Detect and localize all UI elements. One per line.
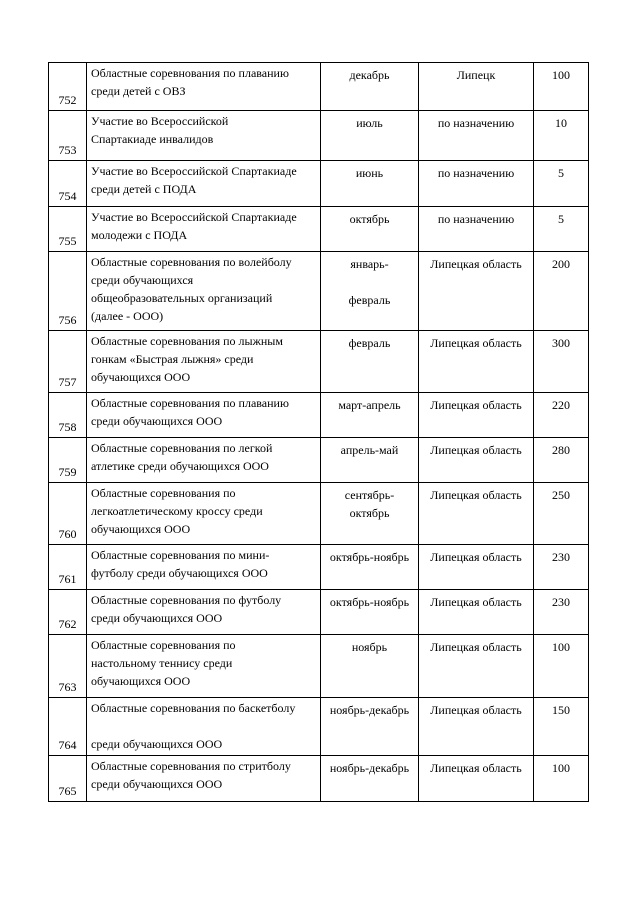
- event-location: Липецкая область: [419, 483, 534, 545]
- event-period: январь- февраль: [321, 252, 419, 331]
- participant-count: 230: [534, 545, 589, 590]
- event-location: Липецкая область: [419, 635, 534, 698]
- event-name: Областные соревнования по баскетболу среди обучающихся ООО: [87, 698, 321, 756]
- table-row: [49, 438, 589, 483]
- row-number: 752: [49, 63, 87, 111]
- row-number: 753: [49, 111, 87, 161]
- table-row: [49, 590, 589, 635]
- event-period: октябрь-ноябрь: [321, 590, 419, 635]
- table-row: [49, 635, 589, 698]
- row-number: 758: [49, 393, 87, 438]
- event-period: март-апрель: [321, 393, 419, 438]
- event-location: Липецкая область: [419, 331, 534, 393]
- participant-count: 300: [534, 331, 589, 393]
- participant-count: 100: [534, 63, 589, 111]
- event-period: ноябрь-декабрь: [321, 756, 419, 802]
- event-name: Областные соревнования по футболу среди обучающихся ООО: [87, 590, 321, 635]
- participant-count: 10: [534, 111, 589, 161]
- events-table: [48, 62, 589, 802]
- participant-count: 230: [534, 590, 589, 635]
- table-row: [49, 698, 589, 756]
- row-number: 762: [49, 590, 87, 635]
- event-location: по назначению: [419, 161, 534, 207]
- event-name: Областные соревнования по волейболу среди обучающихся общеобразовательных организаций (далее - ООО): [87, 252, 321, 331]
- event-period: февраль: [321, 331, 419, 393]
- event-name: Областные соревнования по стритболу среди обучающихся ООО: [87, 756, 321, 802]
- event-period: июнь: [321, 161, 419, 207]
- event-name: Областные соревнования по легкой атлетике среди обучающихся ООО: [87, 438, 321, 483]
- event-name: Участие во Всероссийской Спартакиаде среди детей с ПОДА: [87, 161, 321, 207]
- participant-count: 100: [534, 635, 589, 698]
- participant-count: 100: [534, 756, 589, 802]
- participant-count: 150: [534, 698, 589, 756]
- row-number: 754: [49, 161, 87, 207]
- table-row: [49, 63, 589, 111]
- event-period: октябрь: [321, 207, 419, 252]
- event-location: Липецкая область: [419, 393, 534, 438]
- participant-count: 200: [534, 252, 589, 331]
- event-period: апрель-май: [321, 438, 419, 483]
- table-row: [49, 252, 589, 331]
- table-row: [49, 756, 589, 802]
- event-name: Участие во Всероссийской Спартакиаде инвалидов: [87, 111, 321, 161]
- table-row: [49, 393, 589, 438]
- event-location: Липецкая область: [419, 698, 534, 756]
- row-number: 755: [49, 207, 87, 252]
- event-period: октябрь-ноябрь: [321, 545, 419, 590]
- event-location: Липецкая область: [419, 756, 534, 802]
- participant-count: 280: [534, 438, 589, 483]
- event-name: Областные соревнования по лыжным гонкам «Быстрая лыжня» среди обучающихся ООО: [87, 331, 321, 393]
- event-location: Липецк: [419, 63, 534, 111]
- event-location: Липецкая область: [419, 438, 534, 483]
- participant-count: 220: [534, 393, 589, 438]
- row-number: 765: [49, 756, 87, 802]
- event-period: июль: [321, 111, 419, 161]
- participant-count: 5: [534, 161, 589, 207]
- participant-count: 250: [534, 483, 589, 545]
- table-row: [49, 331, 589, 393]
- row-number: 763: [49, 635, 87, 698]
- event-period: сентябрь- октябрь: [321, 483, 419, 545]
- event-location: Липецкая область: [419, 590, 534, 635]
- row-number: 761: [49, 545, 87, 590]
- table-row: [49, 545, 589, 590]
- row-number: 756: [49, 252, 87, 331]
- event-location: по назначению: [419, 111, 534, 161]
- row-number: 760: [49, 483, 87, 545]
- row-number: 757: [49, 331, 87, 393]
- event-name: Областные соревнования по плаванию среди детей с ОВЗ: [87, 63, 321, 111]
- event-location: Липецкая область: [419, 252, 534, 331]
- events-table-body: [49, 63, 589, 802]
- event-location: по назначению: [419, 207, 534, 252]
- event-period: ноябрь: [321, 635, 419, 698]
- table-row: [49, 111, 589, 161]
- event-location: Липецкая область: [419, 545, 534, 590]
- event-name: Участие во Всероссийской Спартакиаде молодежи с ПОДА: [87, 207, 321, 252]
- table-row: [49, 161, 589, 207]
- event-name: Областные соревнования по мини- футболу среди обучающихся ООО: [87, 545, 321, 590]
- event-name: Областные соревнования по плаванию среди обучающихся ООО: [87, 393, 321, 438]
- document-page: [48, 62, 588, 802]
- row-number: 759: [49, 438, 87, 483]
- participant-count: 5: [534, 207, 589, 252]
- event-name: Областные соревнования по настольному теннису среди обучающихся ООО: [87, 635, 321, 698]
- row-number: 764: [49, 698, 87, 756]
- event-period: декабрь: [321, 63, 419, 111]
- event-name: Областные соревнования по легкоатлетическому кроссу среди обучающихся ООО: [87, 483, 321, 545]
- table-row: [49, 483, 589, 545]
- event-period: ноябрь-декабрь: [321, 698, 419, 756]
- table-row: [49, 207, 589, 252]
